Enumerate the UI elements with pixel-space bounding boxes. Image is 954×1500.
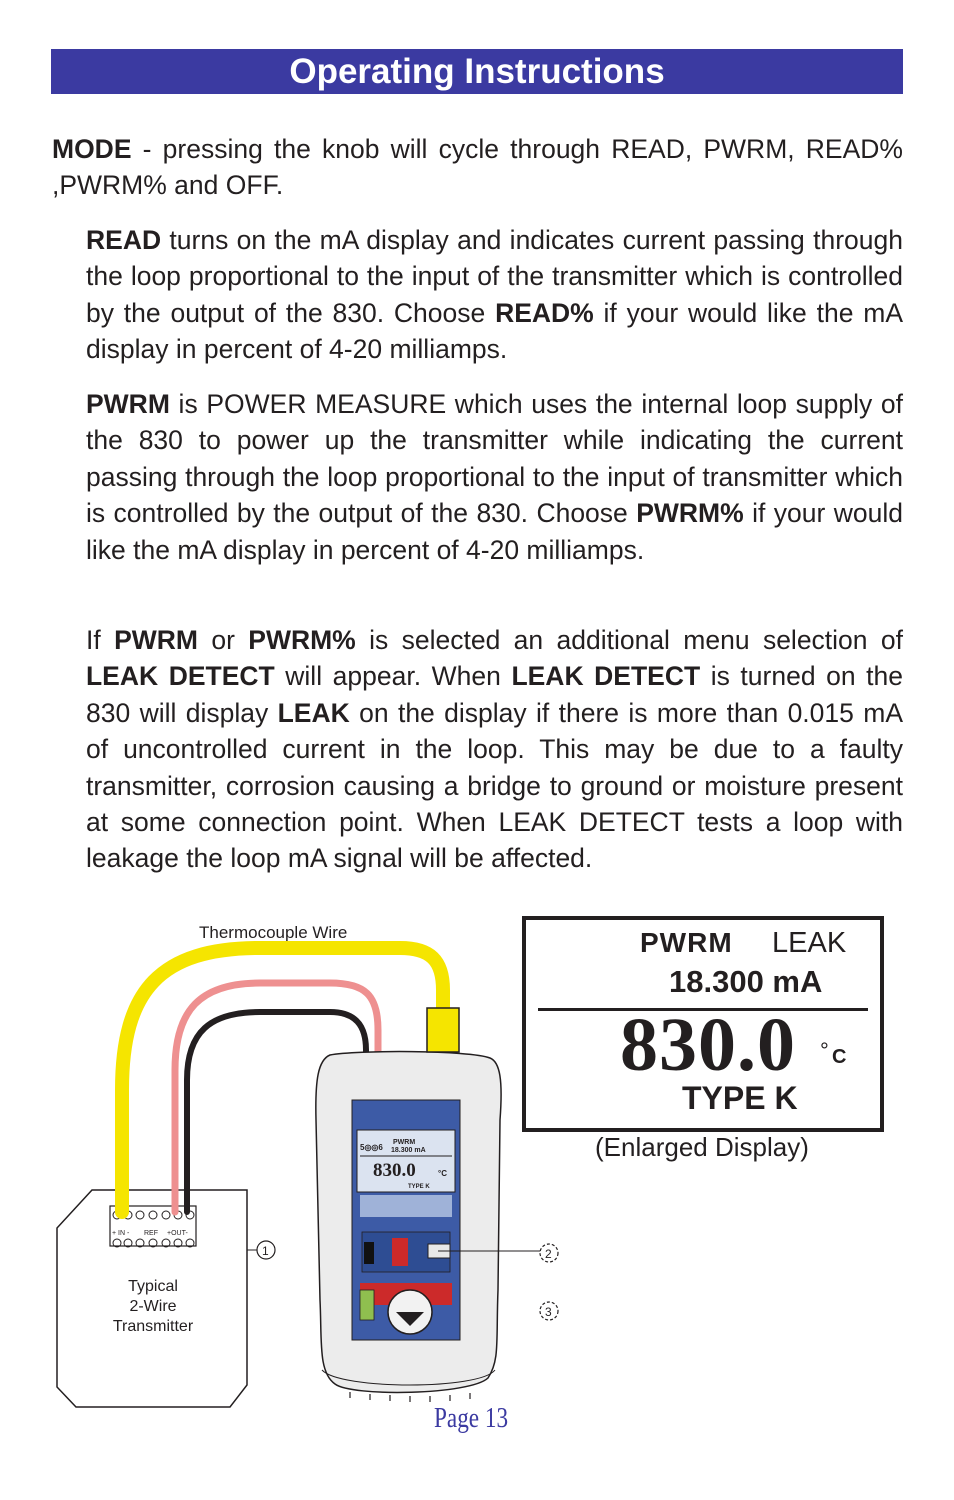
mode-paragraph (52, 131, 903, 204)
read-text-2: if your would like the mA display in percent of 4-20 milliamps. (86, 297, 903, 365)
section-header: Operating Instructions (51, 49, 903, 94)
read-text-1: turns on the mA display and indicates current passing through the loop proportional to the input of the transmitter which is controlled by the output of the 830. Choose (86, 225, 903, 328)
lcd-celsius-unit: C (832, 1046, 847, 1068)
device-lcd-ma: 18.300 mA (391, 1147, 426, 1154)
leak-term-leak-detect: LEAK DETECT (86, 661, 275, 692)
read-term: READ (86, 225, 162, 255)
enlarged-lcd-display (522, 916, 884, 1132)
lcd-temperature-reading: 830.0 (620, 1003, 796, 1087)
read-paragraph (86, 222, 903, 368)
leak-term-leak-detect-2: LEAK DETECT (511, 661, 701, 692)
leak-text-5: is turned on the 830 will display (86, 661, 904, 728)
terminal-in-label: + IN - (112, 1230, 130, 1237)
terminal-out-label: +OUT- (167, 1230, 188, 1237)
leak-text-4: will appear. When (274, 661, 512, 692)
pwrm-paragraph (86, 386, 903, 568)
device-lcd-temp: 830.0 (373, 1160, 416, 1181)
device-lcd-left: 5◎◎6 (360, 1143, 383, 1152)
lcd-current-reading: 18.300 mA (669, 964, 823, 999)
lcd-mode: PWRM (640, 927, 733, 958)
lcd-thermocouple-type: TYPE K (682, 1080, 798, 1116)
leak-term-pwrm-percent: PWRM% (248, 625, 356, 655)
rim-ticks (350, 1392, 470, 1402)
pwrm-text-1: is POWER MEASURE which uses the internal loop supply of the 830 to power up the transmitter while indicating the current passing through the loop proportional to the input of transmitter which is controlled by the output of the 830. Choose (86, 389, 903, 529)
transmitter-label-line-3: Transmitter (112, 1318, 194, 1335)
leak-text-6: on the display if there is more than 0.015 mA of uncontrolled current in the loop. This may be due to a faulty transmitter, corrosion causing a bridge to ground or moisture present at some connection point. When LEAK DETECT tests a loop with leakage the loop mA signal will be affected. (86, 697, 903, 874)
page-number: Page 13 (434, 1402, 509, 1434)
leak-term-leak: LEAK (277, 697, 350, 728)
callout-1: 1 (262, 1244, 269, 1258)
mode-term: MODE (52, 134, 132, 164)
pwrm-term: PWRM (86, 389, 170, 419)
leak-text-2: or (198, 625, 249, 655)
read-percent-term: READ% (495, 297, 594, 328)
transmitter-label (100, 1277, 206, 1337)
device-lcd-unit: °C (438, 1169, 447, 1178)
enlarged-display-caption: (Enlarged Display) (595, 1132, 809, 1162)
mode-text: - pressing the knob will cycle through READ, PWRM, READ% ,PWRM% and OFF. (52, 134, 903, 201)
lcd-leak-indicator: LEAK (772, 927, 847, 959)
callout-3: 3 (545, 1305, 552, 1319)
transmitter-label-line-2: 2-Wire (129, 1298, 177, 1315)
leak-term-pwrm: PWRM (114, 625, 198, 655)
thermocouple-wire-label: Thermocouple Wire (199, 923, 348, 942)
leak-text-1: If (86, 625, 115, 655)
lcd-degree-symbol: ° (820, 1038, 829, 1063)
device-lcd-mode: PWRM (393, 1139, 416, 1146)
pwrm-percent-term: PWRM% (636, 498, 744, 529)
callout-2: 2 (545, 1247, 552, 1261)
pwrm-text-2: if your would like the mA display in percent of 4-20 milliamps. (86, 498, 903, 565)
device-lcd-type: TYPE K (408, 1184, 430, 1190)
leak-text-3: is selected an additional menu selection of (355, 625, 903, 655)
leak-detect-paragraph (86, 622, 903, 877)
terminal-ref-label: REF (144, 1230, 158, 1237)
transmitter-label-line-1: Typical (128, 1278, 178, 1295)
tc-connector (427, 1008, 459, 1052)
